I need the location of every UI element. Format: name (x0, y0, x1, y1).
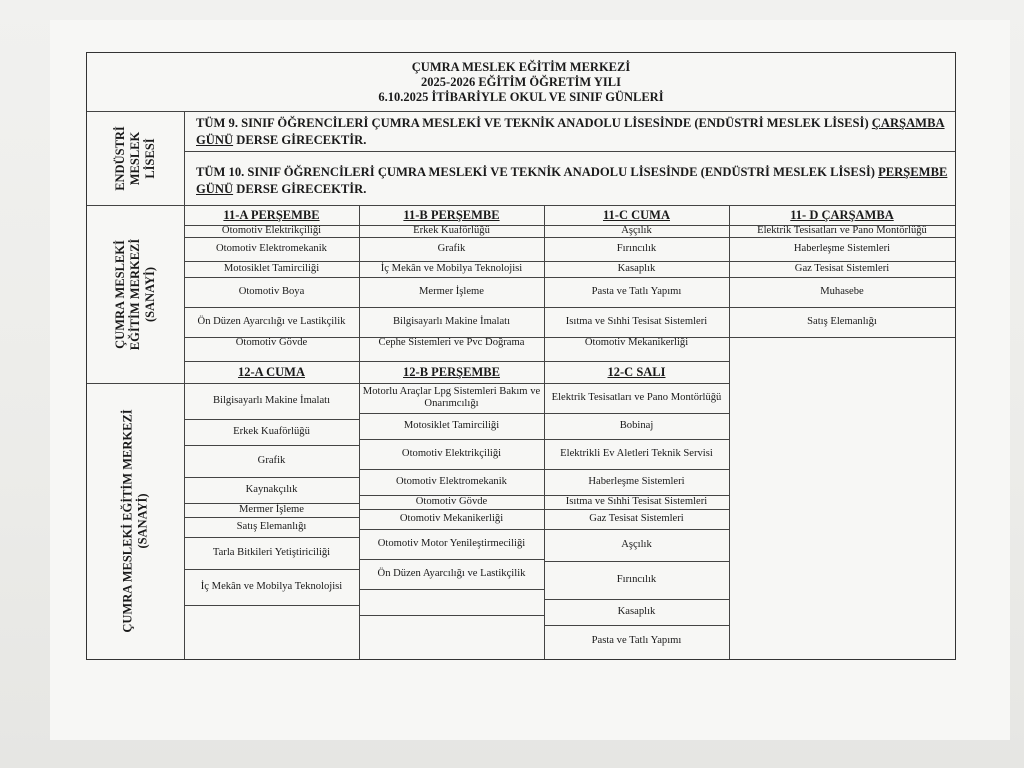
table-cell: Elektrik Tesisatları ve Pano Montörlüğü (551, 392, 722, 403)
table-cell: İç Mekân ve Mobilya Teknolojisi (380, 263, 523, 274)
header-effective-date: 6.10.2025 İTİBARİYLE OKUL VE SINIF GÜNLERİ (378, 89, 664, 104)
schedule-document (86, 52, 956, 660)
notice-day: PERŞEMBE GÜNÜ (196, 165, 948, 196)
table-cell: Isıtma ve Sıhhi Tesisat Sistemleri (565, 496, 708, 507)
table-cell: Muhasebe (820, 286, 864, 297)
notice-text: DERSE GİRECEKTİR. (233, 133, 367, 147)
table-cell (184, 605, 359, 659)
side-label-line: ENDÜSTRİ (112, 125, 127, 191)
side-label-line: (SANAYİ) (135, 493, 150, 549)
table-cell (359, 615, 544, 659)
table-cell: Elektrik Tesisatları ve Pano Montörlüğü (757, 225, 927, 236)
table-cell: Aşçılık (621, 225, 652, 236)
table-cell: Otomotiv Elektrikçiliği (221, 225, 322, 236)
header-school-year: 2025-2026 EĞİTİM ÖĞRETİM YILI (421, 74, 621, 89)
table-cell: Ön Düzen Ayarcılığı ve Lastikçilik (377, 568, 526, 579)
table-cell: Otomotiv Elektromekanik (396, 476, 507, 487)
notice-text: DERSE GİRECEKTİR. (233, 182, 367, 196)
table-cell: Haberleşme Sistemleri (793, 243, 891, 254)
table-cell: Satış Elemanlığı (236, 521, 307, 532)
table-cell: Otomotiv Elektrikçiliği (401, 448, 502, 459)
table-cell: Grafik (437, 243, 466, 254)
table-cell: Motosiklet Tamirciliği (403, 420, 500, 431)
notice-text: TÜM 10. SINIF ÖĞRENCİLERİ ÇUMRA MESLEKİ VE TEKNİK ANADOLU LİSESİNDE (ENDÜSTRİ MESLEK LİSESİ) (196, 165, 879, 179)
table-cell: Otomotiv Mekanikerliği (399, 513, 504, 524)
table-cell: Pasta ve Tatlı Yapımı (591, 286, 682, 297)
class-day-tables (87, 53, 955, 659)
table-cell: Mermer İşleme (418, 286, 484, 297)
table-cell: Satış Elemanlığı (807, 316, 877, 327)
table-cell: Gaz Tesisat Sistemleri (589, 513, 684, 524)
column-header-11-ccuma: 11-C CUMA (602, 207, 670, 222)
table-cell: Motosiklet Tamirciliği (223, 263, 320, 274)
table-cell: Cephe Sistemleri ve Pvc Doğrama (378, 337, 525, 348)
table-cell: Bilgisayarlı Makine İmalatı (212, 395, 331, 406)
table-cell: Pasta ve Tatlı Yapımı (591, 635, 682, 646)
table-cell: Bilgisayarlı Makine İmalatı (392, 316, 511, 327)
table-cell: Motorlu Araçlar Lpg Sistemleri Bakım ve Onarımcılığı (362, 386, 541, 409)
notice-text: TÜM 9. SINIF ÖĞRENCİLERİ ÇUMRA MESLEKİ VE TEKNİK ANADOLU LİSESİNDE (ENDÜSTRİ MESLEK LİSESİ) (196, 116, 872, 130)
table-cell: Kasaplık (617, 606, 656, 617)
side-label-line: ÇUMRA MESLEKİ EĞİTİM MERKEZİ (120, 409, 135, 633)
table-cell: Otomotiv Boya (238, 286, 305, 297)
column-header-12-acuma: 12-A CUMA (237, 364, 305, 379)
column-header-12-csali: 12-C SALI (607, 364, 666, 379)
table-cell: Otomotiv Motor Yenileştirmeciliği (377, 538, 526, 549)
table-cell: Grafik (257, 455, 286, 466)
header-institution: ÇUMRA MESLEK EĞİTİM MERKEZİ (411, 59, 631, 74)
table-cell (359, 589, 544, 615)
table-cell: Aşçılık (621, 539, 652, 550)
table-cell: Ön Düzen Ayarcılığı ve Lastikçilik (197, 316, 346, 327)
table-cell: Kaynakçılık (245, 484, 298, 495)
table-cell: Kasaplık (617, 263, 656, 274)
table-cell: Haberleşme Sistemleri (588, 476, 685, 487)
table-cell: Otomotiv Mekanikerliği (584, 337, 689, 348)
notice-day: ÇARŞAMBA GÜNÜ (196, 116, 945, 147)
side-label-line: MESLEK (127, 131, 142, 185)
table-cell: Mermer İşleme (238, 504, 304, 515)
table-cell: Bobinaj (619, 420, 654, 431)
side-label-line: EĞİTİM MERKEZİ (128, 238, 143, 350)
table-cell: Erkek Kuaförlüğü (413, 225, 490, 236)
column-header-11-bperşembe: 11-B PERŞEMBE (403, 207, 500, 222)
table-cell: Elektrikli Ev Aletleri Teknik Servisi (560, 448, 713, 459)
side-label-line: ÇUMRA MESLEKİ (113, 239, 128, 349)
table-cell: Otomotiv Gövde (415, 496, 488, 507)
table-cell: Isıtma ve Sıhhi Tesisat Sistemleri (565, 316, 708, 327)
table-cell: Erkek Kuaförlüğü (233, 426, 310, 437)
side-label-line: LİSESİ (142, 137, 157, 179)
table-cell: Fırıncılık (616, 574, 657, 585)
table-cell (729, 337, 955, 349)
table-cell: Otomotiv Elektromekanik (216, 243, 327, 254)
side-label-line: (SANAYİ) (143, 266, 158, 322)
column-header-11-aperşembe: 11-A PERŞEMBE (223, 207, 320, 222)
column-header-11-dçarşamba: 11- D ÇARŞAMBA (790, 207, 894, 222)
table-cell: Otomotiv Gövde (235, 337, 308, 348)
table-cell: İç Mekân ve Mobilya Teknolojisi (200, 581, 343, 592)
column-header-12-bperşembe: 12-B PERŞEMBE (403, 364, 500, 379)
table-cell: Gaz Tesisat Sistemleri (794, 263, 890, 274)
table-cell: Fırıncılık (616, 243, 657, 254)
table-cell: Tarla Bitkileri Yetiştiriciliği (212, 547, 331, 558)
